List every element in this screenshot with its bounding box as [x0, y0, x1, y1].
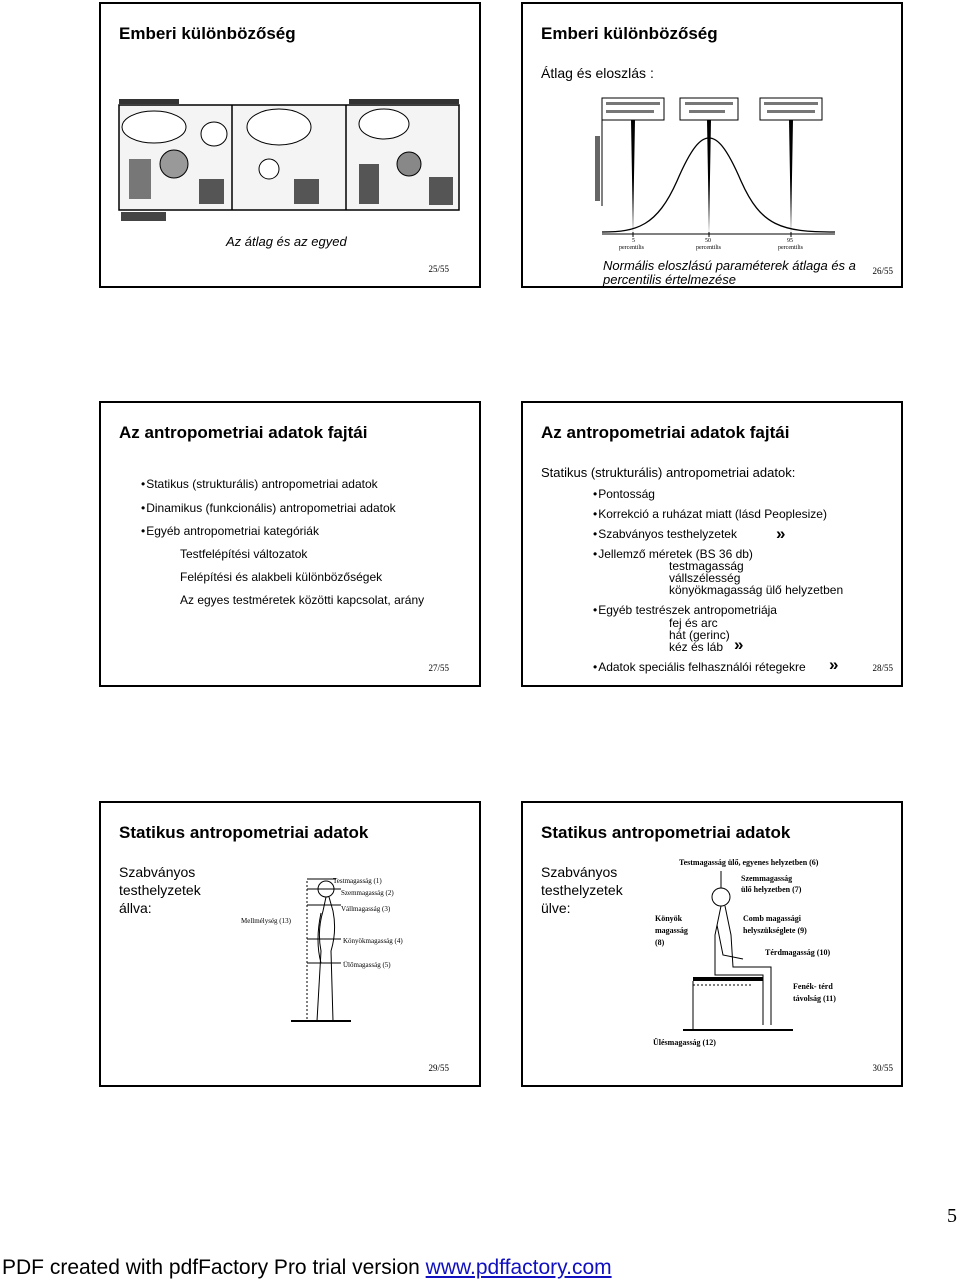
text-line-3: állva:: [119, 900, 152, 916]
text-line-2: testhelyzetek: [119, 882, 201, 898]
bullet-statikus: • Statikus (strukturális) antropometriai adatok: [141, 477, 378, 491]
slide-subtitle: Átlag és eloszlás :: [541, 65, 654, 81]
slide-number: 29/55: [428, 1063, 449, 1073]
slide-number: 26/55: [872, 266, 893, 276]
slide-number: 25/55: [428, 264, 449, 274]
label-tavolsag: távolság (11): [793, 994, 836, 1003]
item-adatok: • Adatok speciális felhasználói rétegekre: [593, 660, 806, 674]
figure-caption-line-1: Normális eloszlású paraméterek átlaga és a: [603, 258, 856, 273]
pdffactory-footer: [2, 1256, 612, 1280]
label-8: (8): [655, 938, 665, 947]
item-pontossag: • Pontosság: [593, 487, 655, 501]
slide-29: [99, 801, 481, 1087]
label-konyokmagassag: Könyökmagasság (4): [343, 937, 403, 945]
label-konyok: Könyök: [655, 914, 683, 923]
text-line-1: Szabványos: [119, 864, 196, 880]
normal-distribution-chart: [597, 96, 837, 251]
label-testmagassag: Testmagasság (1): [333, 877, 382, 885]
p50-label: 50: [705, 238, 711, 244]
label-ulo-helyzetben: ülő helyzetben (7): [741, 885, 802, 894]
label-comb-magassagi: Comb magassági: [743, 914, 802, 923]
label-ulesmagassag: Ülésmagasság (12): [653, 1038, 716, 1047]
item-korrekcio: • Korrekció a ruházat miatt (lásd Peoplesize): [593, 507, 827, 521]
sitting-figure: [653, 855, 893, 1050]
text-line-3: ülve:: [541, 900, 571, 916]
p95-word: percentilis: [778, 245, 803, 251]
slide-28: [521, 401, 903, 687]
label-testmagassag-ulo: Testmagasság ülő, egyenes helyzetben (6): [679, 858, 819, 867]
slide-number: 28/55: [872, 663, 893, 673]
label-fenek-terd: Fenék- térd: [793, 982, 833, 991]
footer-text: PDF created with pdfFactory Pro trial version: [2, 1256, 426, 1279]
slide-number: 27/55: [428, 663, 449, 673]
slide-title: Az antropometriai adatok fajtái: [541, 423, 790, 442]
slide-title: Emberi különbözőség: [119, 24, 296, 43]
slide-26: [521, 2, 903, 288]
bullet-dinamikus: • Dinamikus (funkcionális) antropometriai adatok: [141, 501, 396, 515]
label-vallmagassag: Vállmagasság (3): [341, 905, 391, 913]
egyeb-sub-kez: kéz és láb: [669, 640, 724, 654]
slide-title: Emberi különbözőség: [541, 24, 718, 43]
statikus-heading: Statikus (strukturális) antropometriai adatok:: [541, 465, 796, 480]
item-szabvanyos: • Szabványos testhelyzetek: [593, 527, 737, 541]
label-szemmagassag: Szemmagasság (2): [341, 889, 394, 897]
label-magassag: magasság: [655, 926, 688, 935]
slide-title: Statikus antropometriai adatok: [119, 823, 369, 842]
bell-curve: [602, 138, 835, 232]
label-ulomagassag: Ülőmagasság (5): [343, 961, 391, 969]
slide-title: Statikus antropometriai adatok: [541, 823, 791, 842]
standing-figure: [241, 871, 431, 1031]
bullet-egyeb: • Egyéb antropometriai kategóriák: [141, 524, 319, 538]
egyeb-sub-hat: hát (gerinc): [669, 628, 730, 642]
egyeb-sub-fej: fej és arc: [669, 616, 718, 630]
jellemzo-sub-konyokmagassag: könyökmagasság ülő helyzetben: [669, 583, 844, 597]
jellemzo-sub-testmagassag: testmagasság: [669, 559, 744, 573]
arrow-link-egyeb[interactable]: »: [734, 635, 744, 654]
slide-25: [99, 2, 481, 288]
label-mellmelyseg: Mellmélység (13): [241, 917, 291, 925]
slide-30: [521, 801, 903, 1087]
p5-label: 5: [632, 238, 635, 244]
label-szemmagassag: Szemmagasság: [741, 874, 793, 883]
p50-word: percentilis: [696, 245, 721, 251]
sub-item-testmeretek: Az egyes testméretek közötti kapcsolat, arány: [180, 593, 425, 607]
figure-caption: Az átlag és az egyed: [226, 234, 347, 249]
page-number: 5: [947, 1205, 957, 1227]
sub-item-testfelepitesi: Testfelépítési változatok: [180, 547, 308, 561]
pdffactory-link[interactable]: www.pdffactory.com: [425, 1256, 612, 1279]
item-egyeb: • Egyéb testrészek antropometriája: [593, 603, 777, 617]
jellemzo-sub-vallszelesseg: vállszélesség: [669, 571, 741, 585]
text-line-1: Szabványos: [541, 864, 618, 880]
label-helyszukseglete: helyszükséglete (9): [743, 926, 807, 935]
text-line-2: testhelyzetek: [541, 882, 623, 898]
arrow-link-adatok[interactable]: »: [829, 655, 839, 674]
figure-caption-line-2: percentilis értelmezése: [603, 272, 736, 287]
slide-number: 30/55: [872, 1063, 893, 1073]
sub-item-felepitesi: Felépítési és alakbeli különbözőségek: [180, 570, 383, 584]
p5-word: percentilis: [619, 245, 644, 251]
comic-strip-image: [119, 99, 459, 224]
slide-title: Az antropometriai adatok fajtái: [119, 423, 368, 442]
slide-27: [99, 401, 481, 687]
label-terdmagassag: Térdmagasság (10): [765, 948, 831, 957]
item-jellemzo: • Jellemző méretek (BS 36 db): [593, 547, 753, 561]
p95-label: 95: [787, 238, 793, 244]
arrow-link-szabvanyos[interactable]: »: [776, 524, 786, 543]
